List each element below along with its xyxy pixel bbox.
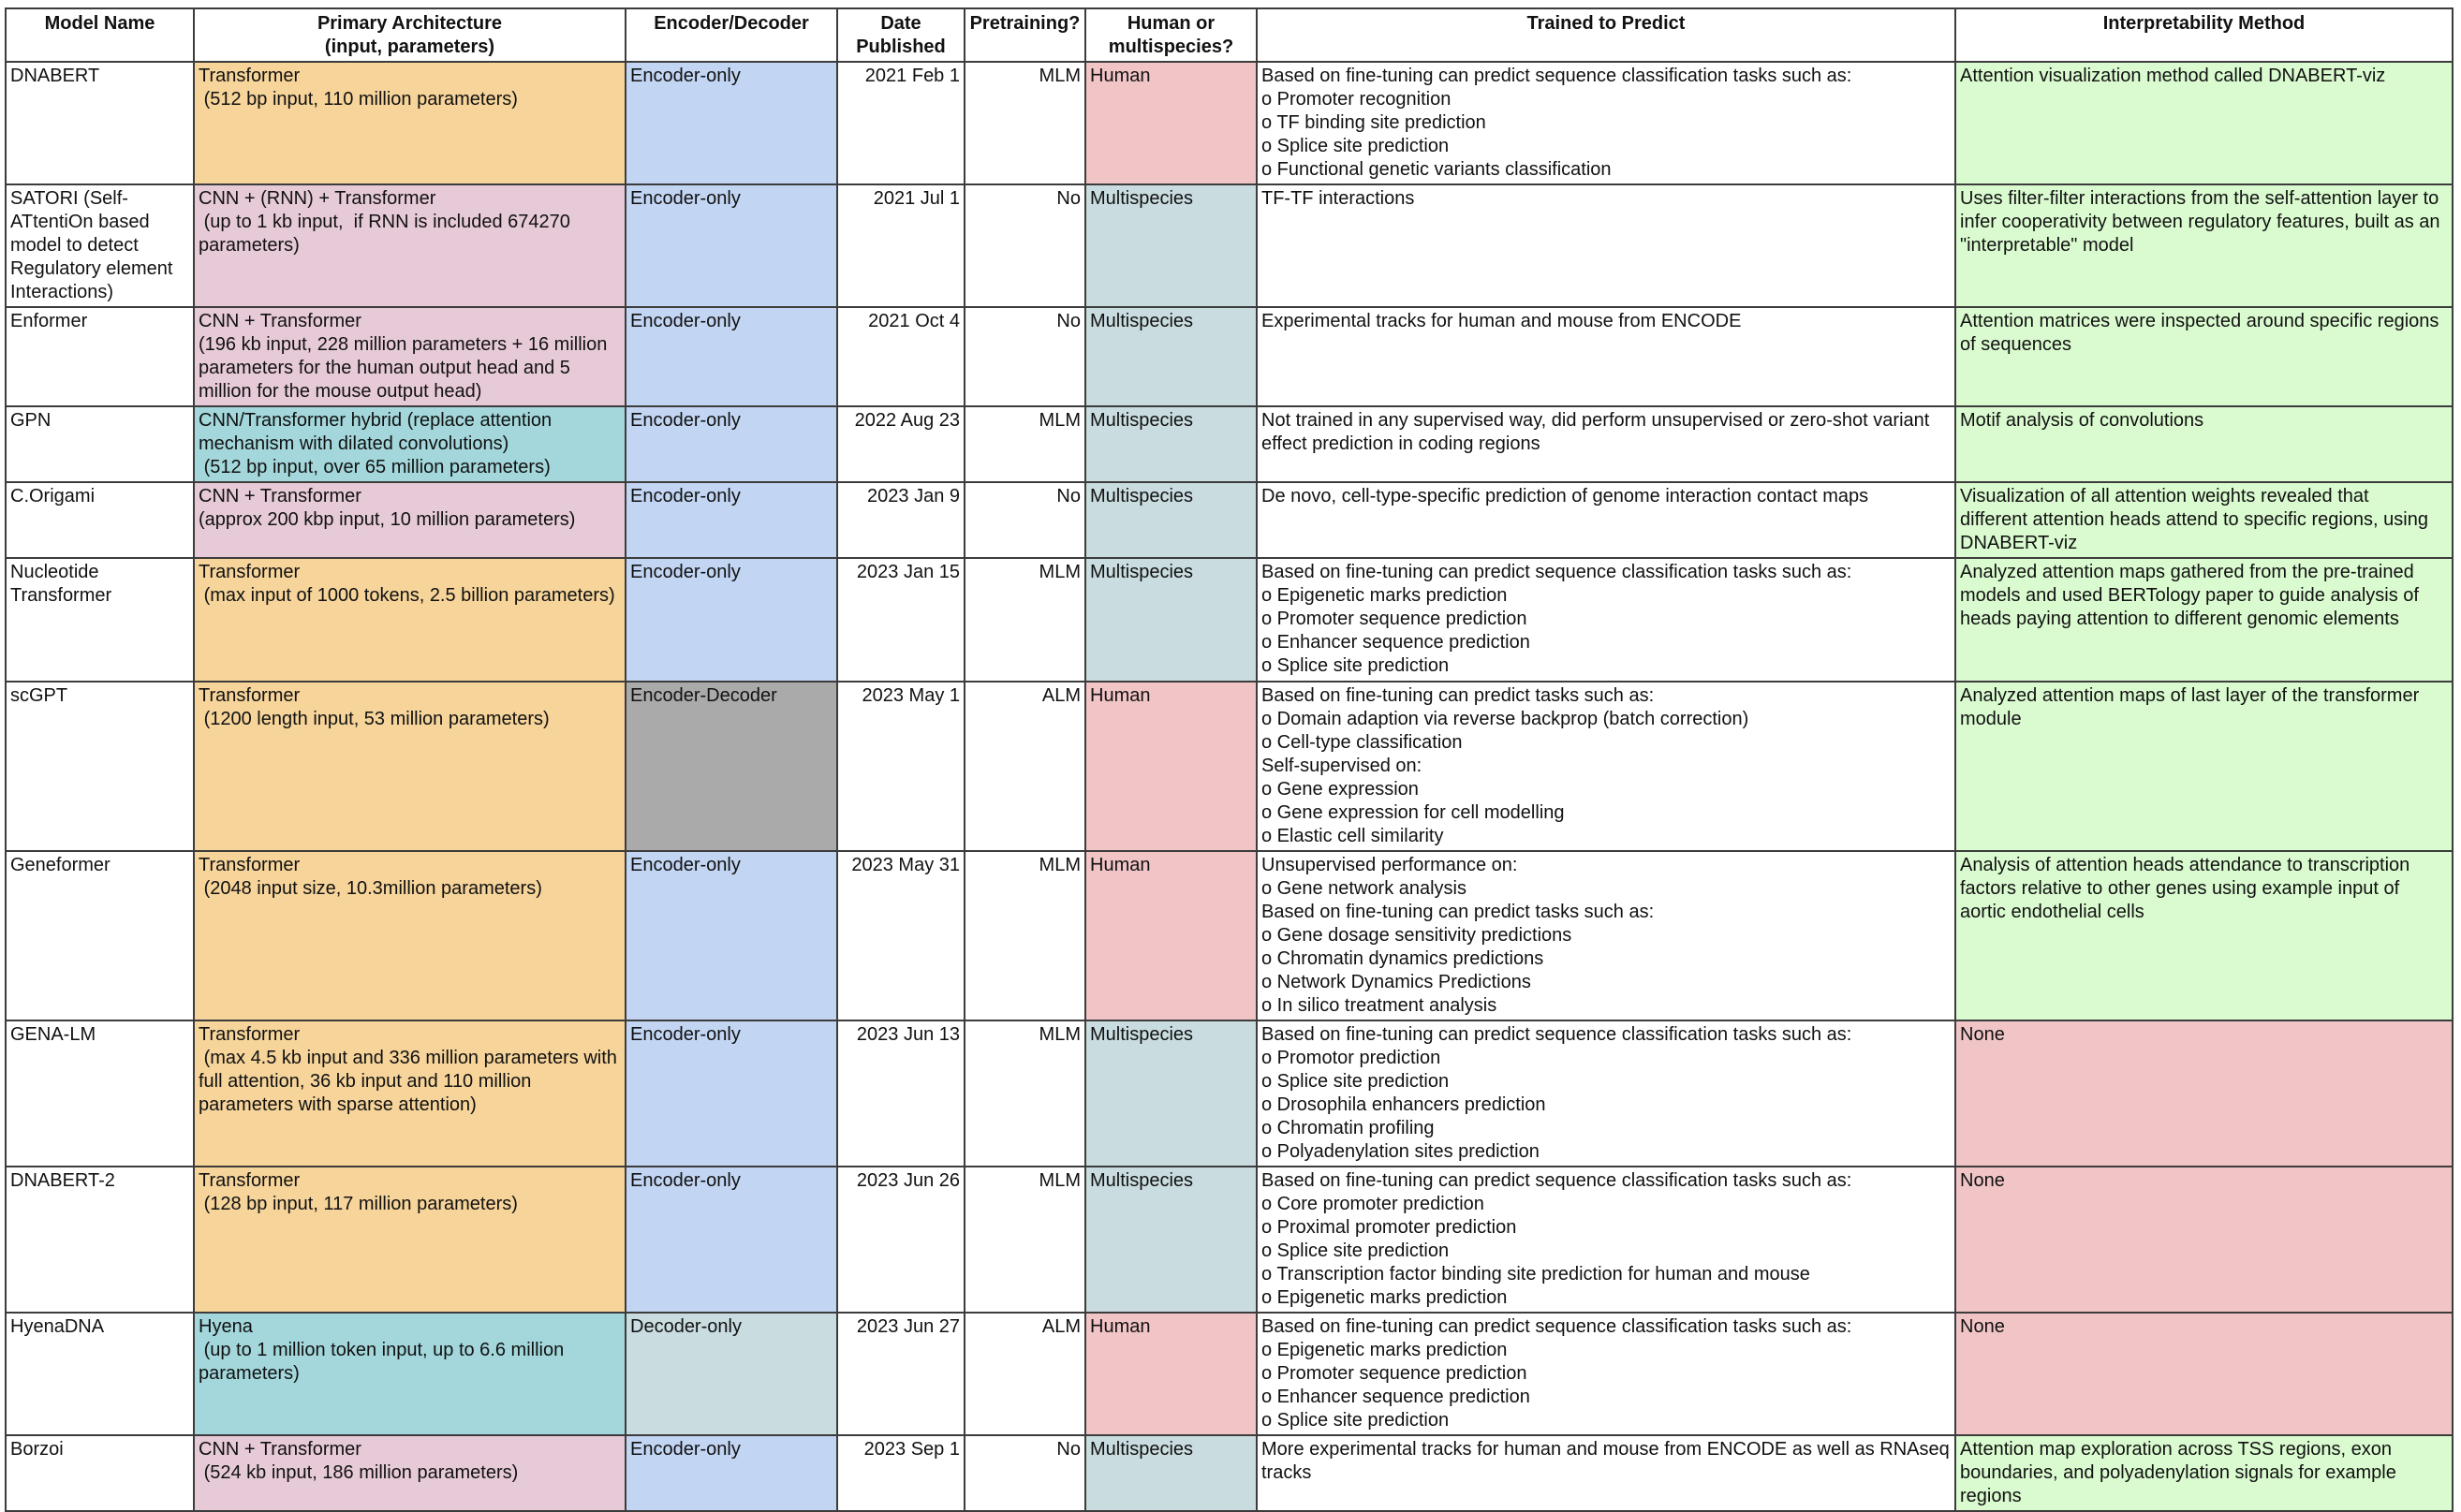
cell-trained-to-predict-line: o Splice site prediction — [1261, 1240, 1450, 1261]
cell-species[interactable] — [1085, 62, 1257, 184]
cell-interpretability-line: boundaries, and polyadenylation signals for example — [1960, 1462, 2396, 1483]
cell-date-published[interactable] — [837, 851, 965, 1020]
cell-trained-to-predict[interactable] — [1257, 851, 1955, 1020]
cell-trained-to-predict-line: o Chromatin dynamics predictions — [1261, 948, 1544, 969]
cell-trained-to-predict-line: o Enhancer sequence prediction — [1261, 1387, 1530, 1407]
cell-pretraining[interactable] — [965, 406, 1085, 482]
cell-architecture-line: parameters for the human output head and 5 — [199, 358, 570, 378]
cell-architecture[interactable] — [194, 1313, 626, 1435]
cell-date-published[interactable] — [837, 1020, 965, 1167]
cell-trained-to-predict-line: o Promoter sequence prediction — [1261, 609, 1527, 629]
cell-interpretability-line: None — [1960, 1316, 2005, 1337]
cell-trained-to-predict[interactable] — [1257, 1020, 1955, 1167]
cell-model-name[interactable] — [6, 851, 194, 1020]
cell-architecture[interactable] — [194, 1020, 626, 1167]
cell-pretraining[interactable] — [965, 1020, 1085, 1167]
cell-species-value: Multispecies — [1090, 311, 1194, 331]
cell-pretraining[interactable] — [965, 1313, 1085, 1435]
cell-interpretability-line: factors relative to other genes using example input of — [1960, 878, 2400, 899]
cell-architecture-line: CNN + Transformer — [199, 1439, 361, 1460]
cell-interpretability-line: models and used BERTology paper to guide analysis of — [1960, 585, 2419, 606]
cell-trained-to-predict-line: o Core promoter prediction — [1261, 1194, 1484, 1214]
cell-species-value: Multispecies — [1090, 188, 1194, 209]
cell-interpretability-line: regions — [1960, 1486, 2022, 1506]
cell-trained-to-predict-line: o Enhancer sequence prediction — [1261, 632, 1530, 653]
cell-model-name-line: scGPT — [10, 685, 68, 706]
table-row — [6, 1313, 2453, 1435]
cell-pretraining-value: MLM — [1039, 855, 1081, 875]
cell-species-value: Multispecies — [1090, 1024, 1194, 1045]
cell-architecture[interactable] — [194, 62, 626, 184]
cell-trained-to-predict-line: effect prediction in coding regions — [1261, 433, 1540, 454]
cell-architecture-line: million for the mouse output head) — [199, 381, 482, 402]
cell-architecture-line: (512 bp input, 110 million parameters) — [199, 89, 518, 110]
cell-date-published[interactable] — [837, 482, 965, 558]
cell-pretraining-value: No — [1056, 486, 1081, 506]
cell-trained-to-predict[interactable] — [1257, 62, 1955, 184]
cell-trained-to-predict-line: o Chromatin profiling — [1261, 1118, 1435, 1138]
cell-species-value: Human — [1090, 855, 1151, 875]
header-species: Human or multispecies? — [1085, 8, 1257, 62]
cell-interpretability-line: "interpretable" model — [1960, 235, 2134, 256]
cell-model-name[interactable] — [6, 682, 194, 851]
cell-architecture-line: Transformer — [199, 685, 301, 706]
cell-interpretability-line: Analyzed attention maps gathered from the pre-trained — [1960, 562, 2414, 582]
cell-trained-to-predict-line: o Splice site prediction — [1261, 655, 1450, 676]
cell-species-value: Human — [1090, 685, 1151, 706]
cell-trained-to-predict[interactable] — [1257, 307, 1955, 406]
cell-architecture-line: CNN + Transformer — [199, 486, 361, 506]
cell-interpretability[interactable] — [1955, 184, 2453, 307]
cell-encoder-decoder[interactable] — [626, 851, 837, 1020]
cell-trained-to-predict-line: Experimental tracks for human and mouse from ENCODE — [1261, 311, 1742, 331]
cell-architecture-line: (up to 1 kb input, if RNN is included 674270 — [199, 212, 570, 232]
cell-model-name[interactable] — [6, 184, 194, 307]
cell-trained-to-predict-line: Not trained in any supervised way, did perform unsupervised or zero-shot variant — [1261, 410, 1930, 431]
cell-model-name-line: Nucleotide — [10, 562, 99, 582]
cell-date-published[interactable] — [837, 1435, 965, 1511]
cell-trained-to-predict-line: Based on fine-tuning can predict tasks such as: — [1261, 902, 1655, 922]
cell-date-published[interactable] — [837, 307, 965, 406]
cell-interpretability[interactable] — [1955, 1020, 2453, 1167]
cell-interpretability-line: Uses filter-filter interactions from the self-attention layer to — [1960, 188, 2439, 209]
cell-encoder-decoder[interactable] — [626, 1313, 837, 1435]
cell-date-published-value: 2023 Jan 9 — [867, 486, 960, 506]
cell-trained-to-predict-line: o Promoter sequence prediction — [1261, 1363, 1527, 1384]
cell-model-name[interactable] — [6, 406, 194, 482]
cell-interpretability-line: Motif analysis of convolutions — [1960, 410, 2204, 431]
cell-model-name-line: Borzoi — [10, 1439, 64, 1460]
header-date-published: Date Published — [837, 8, 965, 62]
cell-trained-to-predict-line: o Gene expression for cell modelling — [1261, 802, 1565, 823]
cell-date-published-value: 2021 Oct 4 — [868, 311, 960, 331]
cell-date-published[interactable] — [837, 406, 965, 482]
cell-interpretability-line: aortic endothelial cells — [1960, 902, 2144, 922]
cell-trained-to-predict-line: o Splice site prediction — [1261, 1071, 1450, 1092]
cell-species-value: Multispecies — [1090, 486, 1194, 506]
cell-encoder-decoder[interactable] — [626, 307, 837, 406]
cell-species-value: Multispecies — [1090, 562, 1194, 582]
cell-architecture-line: (max 4.5 kb input and 336 million parameters with — [199, 1048, 617, 1068]
cell-pretraining-value: MLM — [1039, 66, 1081, 86]
cell-trained-to-predict-line: Based on fine-tuning can predict sequence classification tasks such as: — [1261, 562, 1852, 582]
cell-interpretability-line: heads paying attention to different genomic elements — [1960, 609, 2399, 629]
cell-encoder-decoder-value: Decoder-only — [630, 1316, 742, 1337]
cell-architecture[interactable] — [194, 406, 626, 482]
cell-architecture-line: CNN + (RNN) + Transformer — [199, 188, 436, 209]
cell-date-published-value: 2023 Sep 1 — [863, 1439, 960, 1460]
cell-trained-to-predict-line: Based on fine-tuning can predict tasks such as: — [1261, 685, 1655, 706]
table-body — [6, 62, 2453, 1511]
cell-trained-to-predict-line: tracks — [1261, 1462, 1312, 1483]
cell-encoder-decoder[interactable] — [626, 682, 837, 851]
cell-encoder-decoder-value: Encoder-only — [630, 1439, 741, 1460]
cell-interpretability-line: Attention map exploration across TSS regions, exon — [1960, 1439, 2392, 1460]
cell-architecture-line: mechanism with dilated convolutions) — [199, 433, 509, 454]
cell-encoder-decoder-value: Encoder-Decoder — [630, 685, 777, 706]
cell-interpretability[interactable] — [1955, 1435, 2453, 1511]
cell-pretraining[interactable] — [965, 1435, 1085, 1511]
cell-trained-to-predict-line: Based on fine-tuning can predict sequence classification tasks such as: — [1261, 1170, 1852, 1191]
cell-trained-to-predict-line: Self-supervised on: — [1261, 756, 1422, 776]
cell-architecture-line: (196 kb input, 228 million parameters + 16 million — [199, 334, 608, 355]
cell-interpretability[interactable] — [1955, 406, 2453, 482]
cell-trained-to-predict-line: o Epigenetic marks prediction — [1261, 585, 1508, 606]
cell-encoder-decoder-value: Encoder-only — [630, 562, 741, 582]
cell-architecture-line: parameters with sparse attention) — [199, 1094, 477, 1115]
table-row — [6, 307, 2453, 406]
cell-encoder-decoder-value: Encoder-only — [630, 410, 741, 431]
cell-encoder-decoder[interactable] — [626, 1020, 837, 1167]
cell-pretraining-value: No — [1056, 188, 1081, 209]
cell-encoder-decoder-value: Encoder-only — [630, 188, 741, 209]
cell-pretraining[interactable] — [965, 482, 1085, 558]
cell-date-published[interactable] — [837, 62, 965, 184]
cell-trained-to-predict-line: o Polyadenylation sites prediction — [1261, 1141, 1540, 1162]
cell-architecture-line: Transformer — [199, 855, 301, 875]
cell-trained-to-predict-line: De novo, cell-type-specific prediction of genome interaction contact maps — [1261, 486, 1869, 506]
cell-trained-to-predict-line: o Transcription factor binding site prediction for human and mouse — [1261, 1264, 1810, 1284]
cell-model-name[interactable] — [6, 1020, 194, 1167]
cell-interpretability-line: module — [1960, 709, 2022, 729]
cell-trained-to-predict-line: o Promotor prediction — [1261, 1048, 1441, 1068]
cell-interpretability[interactable] — [1955, 482, 2453, 558]
cell-trained-to-predict-line: o In silico treatment analysis — [1261, 995, 1497, 1016]
cell-architecture-line: CNN/Transformer hybrid (replace attention — [199, 410, 553, 431]
cell-architecture-line: full attention, 36 kb input and 110 million — [199, 1071, 532, 1092]
cell-interpretability[interactable] — [1955, 558, 2453, 682]
table-row — [6, 406, 2453, 482]
cell-species[interactable] — [1085, 851, 1257, 1020]
cell-encoder-decoder[interactable] — [626, 1167, 837, 1313]
cell-model-name-line: DNABERT — [10, 66, 100, 86]
cell-encoder-decoder[interactable] — [626, 482, 837, 558]
cell-species-value: Multispecies — [1090, 1439, 1194, 1460]
cell-interpretability-line: None — [1960, 1024, 2005, 1045]
cell-pretraining-value: No — [1056, 1439, 1081, 1460]
cell-encoder-decoder[interactable] — [626, 1435, 837, 1511]
cell-date-published-value: 2023 Jan 15 — [856, 562, 960, 582]
cell-trained-to-predict-line: More experimental tracks for human and mouse from ENCODE as well as RNAseq — [1261, 1439, 1950, 1460]
cell-trained-to-predict-line: o TF binding site prediction — [1261, 112, 1486, 133]
cell-date-published-value: 2023 Jun 26 — [856, 1170, 960, 1191]
cell-architecture-line: (max input of 1000 tokens, 2.5 billion parameters) — [199, 585, 615, 606]
header-pretraining: Pretraining? — [965, 8, 1085, 62]
cell-model-name[interactable] — [6, 1313, 194, 1435]
table-row — [6, 682, 2453, 851]
cell-date-published-value: 2021 Jul 1 — [873, 188, 960, 209]
cell-architecture-line: Transformer — [199, 66, 301, 86]
cell-model-name-line: GENA-LM — [10, 1024, 96, 1045]
cell-date-published-value: 2023 May 31 — [851, 855, 960, 875]
cell-interpretability-line: Analysis of attention heads attendance to transcription — [1960, 855, 2410, 875]
cell-species[interactable] — [1085, 1020, 1257, 1167]
cell-architecture-line: Transformer — [199, 1024, 301, 1045]
cell-encoder-decoder-value: Encoder-only — [630, 311, 741, 331]
cell-trained-to-predict-line: o Gene dosage sensitivity predictions — [1261, 925, 1572, 946]
cell-interpretability-line: Attention matrices were inspected around specific regions — [1960, 311, 2439, 331]
cell-interpretability[interactable] — [1955, 1313, 2453, 1435]
cell-model-name-line: Enformer — [10, 311, 88, 331]
cell-pretraining[interactable] — [965, 1167, 1085, 1313]
cell-date-published-value: 2021 Feb 1 — [864, 66, 960, 86]
table-row — [6, 1020, 2453, 1167]
cell-trained-to-predict-line: o Epigenetic marks prediction — [1261, 1287, 1508, 1308]
cell-interpretability-line: DNABERT-viz — [1960, 533, 2078, 553]
cell-encoder-decoder-value: Encoder-only — [630, 66, 741, 86]
cell-interpretability-line: Analyzed attention maps of last layer of the transformer — [1960, 685, 2420, 706]
cell-trained-to-predict-line: o Splice site prediction — [1261, 1410, 1450, 1431]
cell-encoder-decoder[interactable] — [626, 558, 837, 682]
cell-interpretability-line: different attention heads attend to specific regions, using — [1960, 509, 2428, 530]
cell-date-published-value: 2023 Jun 13 — [856, 1024, 960, 1045]
cell-pretraining-value: MLM — [1039, 1024, 1081, 1045]
cell-trained-to-predict-line: o Cell-type classification — [1261, 732, 1463, 753]
cell-species[interactable] — [1085, 482, 1257, 558]
cell-trained-to-predict-line: o Elastic cell similarity — [1261, 826, 1444, 846]
cell-trained-to-predict-line: o Splice site prediction — [1261, 136, 1450, 156]
cell-architecture-line: (approx 200 kbp input, 10 million parameters) — [199, 509, 576, 530]
cell-species[interactable] — [1085, 307, 1257, 406]
cell-interpretability[interactable] — [1955, 1167, 2453, 1313]
cell-architecture[interactable] — [194, 184, 626, 307]
cell-date-published[interactable] — [837, 682, 965, 851]
cell-trained-to-predict-line: o Functional genetic variants classification — [1261, 159, 1612, 180]
cell-trained-to-predict-line: Based on fine-tuning can predict sequence classification tasks such as: — [1261, 66, 1852, 86]
cell-architecture-line: Transformer — [199, 1170, 301, 1191]
model-comparison-table — [5, 7, 2454, 1512]
cell-architecture[interactable] — [194, 1435, 626, 1511]
cell-species[interactable] — [1085, 406, 1257, 482]
cell-encoder-decoder-value: Encoder-only — [630, 1024, 741, 1045]
cell-encoder-decoder-value: Encoder-only — [630, 1170, 741, 1191]
cell-trained-to-predict-line: o Gene network analysis — [1261, 878, 1467, 899]
cell-model-name-line: C.Origami — [10, 486, 96, 506]
cell-trained-to-predict-line: Based on fine-tuning can predict sequence classification tasks such as: — [1261, 1316, 1852, 1337]
cell-species[interactable] — [1085, 1435, 1257, 1511]
cell-architecture-line: (up to 1 million token input, up to 6.6 million — [199, 1340, 565, 1360]
cell-interpretability[interactable] — [1955, 307, 2453, 406]
cell-interpretability-line: Visualization of all attention weights revealed that — [1960, 486, 2369, 506]
cell-model-name[interactable] — [6, 1435, 194, 1511]
cell-trained-to-predict-line: o Gene expression — [1261, 779, 1419, 800]
table-row — [6, 558, 2453, 682]
cell-pretraining-value: ALM — [1041, 685, 1081, 706]
cell-pretraining[interactable] — [965, 62, 1085, 184]
cell-model-name[interactable] — [6, 482, 194, 558]
header-model-name: Model Name — [6, 8, 194, 62]
cell-architecture[interactable] — [194, 482, 626, 558]
cell-architecture-line: parameters) — [199, 235, 300, 256]
cell-date-published-value: 2022 Aug 23 — [854, 410, 960, 431]
cell-model-name-line: ATtentiOn based — [10, 212, 150, 232]
cell-trained-to-predict-line: o Network Dynamics Predictions — [1261, 972, 1531, 992]
cell-date-published[interactable] — [837, 1167, 965, 1313]
table-row — [6, 482, 2453, 558]
header-row — [6, 8, 2453, 62]
cell-date-published[interactable] — [837, 558, 965, 682]
cell-pretraining-value: MLM — [1039, 562, 1081, 582]
cell-model-name[interactable] — [6, 307, 194, 406]
cell-date-published-value: 2023 May 1 — [862, 685, 960, 706]
cell-pretraining-value: MLM — [1039, 410, 1081, 431]
cell-pretraining-value: MLM — [1039, 1170, 1081, 1191]
cell-pretraining[interactable] — [965, 184, 1085, 307]
table-row — [6, 62, 2453, 184]
cell-model-name-line: Interactions) — [10, 282, 114, 302]
cell-architecture-line: CNN + Transformer — [199, 311, 361, 331]
cell-model-name-line: GPN — [10, 410, 52, 431]
cell-architecture-line: parameters) — [199, 1363, 300, 1384]
cell-interpretability[interactable] — [1955, 682, 2453, 851]
cell-trained-to-predict[interactable] — [1257, 184, 1955, 307]
cell-trained-to-predict-line: o Domain adaption via reverse backprop (batch correction) — [1261, 709, 1749, 729]
header-trained-to-predict: Trained to Predict — [1257, 8, 1955, 62]
cell-pretraining[interactable] — [965, 851, 1085, 1020]
cell-trained-to-predict-line: o Promoter recognition — [1261, 89, 1452, 110]
cell-interpretability-line: infer cooperativity between regulatory features, built as an — [1960, 212, 2440, 232]
cell-encoder-decoder[interactable] — [626, 62, 837, 184]
cell-architecture-line: (2048 input size, 10.3million parameters) — [199, 878, 542, 899]
cell-architecture-line: (128 bp input, 117 million parameters) — [199, 1194, 518, 1214]
cell-trained-to-predict[interactable] — [1257, 1167, 1955, 1313]
cell-pretraining-value: No — [1056, 311, 1081, 331]
header-architecture: Primary Architecture (input, parameters) — [194, 8, 626, 62]
header-encoder-decoder: Encoder/Decoder — [626, 8, 837, 62]
cell-species-value: Human — [1090, 66, 1151, 86]
cell-trained-to-predict[interactable] — [1257, 1435, 1955, 1511]
cell-architecture[interactable] — [194, 851, 626, 1020]
cell-pretraining[interactable] — [965, 558, 1085, 682]
cell-model-name-line: model to detect — [10, 235, 139, 256]
cell-trained-to-predict[interactable] — [1257, 558, 1955, 682]
cell-model-name-line: HyenaDNA — [10, 1316, 105, 1337]
cell-pretraining[interactable] — [965, 307, 1085, 406]
cell-trained-to-predict-line: Unsupervised performance on: — [1261, 855, 1518, 875]
cell-interpretability-line: Attention visualization method called DNABERT-viz — [1960, 66, 2386, 86]
cell-model-name-line: Geneformer — [10, 855, 111, 875]
cell-date-published[interactable] — [837, 1313, 965, 1435]
cell-pretraining[interactable] — [965, 682, 1085, 851]
table-row — [6, 1435, 2453, 1511]
cell-trained-to-predict[interactable] — [1257, 1313, 1955, 1435]
cell-species[interactable] — [1085, 184, 1257, 307]
table-row — [6, 1167, 2453, 1313]
cell-architecture-line: (524 kb input, 186 million parameters) — [199, 1462, 519, 1483]
cell-model-name-line: Regulatory element — [10, 258, 173, 279]
cell-species-value: Multispecies — [1090, 410, 1194, 431]
cell-model-name[interactable] — [6, 558, 194, 682]
cell-trained-to-predict[interactable] — [1257, 482, 1955, 558]
cell-model-name-line: Transformer — [10, 585, 112, 606]
cell-interpretability-line: of sequences — [1960, 334, 2071, 355]
cell-interpretability[interactable] — [1955, 851, 2453, 1020]
cell-architecture[interactable] — [194, 307, 626, 406]
cell-encoder-decoder-value: Encoder-only — [630, 486, 741, 506]
cell-architecture-line: Transformer — [199, 562, 301, 582]
cell-trained-to-predict-line: o Drosophila enhancers prediction — [1261, 1094, 1546, 1115]
cell-interpretability[interactable] — [1955, 62, 2453, 184]
cell-model-name[interactable] — [6, 62, 194, 184]
cell-interpretability-line: None — [1960, 1170, 2005, 1191]
cell-model-name-line: DNABERT-2 — [10, 1170, 115, 1191]
cell-architecture-line: (512 bp input, over 65 million parameters) — [199, 457, 551, 477]
cell-encoder-decoder-value: Encoder-only — [630, 855, 741, 875]
table-row — [6, 184, 2453, 307]
cell-model-name[interactable] — [6, 1167, 194, 1313]
cell-pretraining-value: ALM — [1041, 1316, 1081, 1337]
cell-trained-to-predict-line: o Epigenetic marks prediction — [1261, 1340, 1508, 1360]
cell-species[interactable] — [1085, 1313, 1257, 1435]
header-interpretability: Interpretability Method — [1955, 8, 2453, 62]
cell-architecture[interactable] — [194, 682, 626, 851]
cell-trained-to-predict-line: TF-TF interactions — [1261, 188, 1415, 209]
cell-trained-to-predict[interactable] — [1257, 682, 1955, 851]
cell-architecture-line: Hyena — [199, 1316, 253, 1337]
cell-species-value: Multispecies — [1090, 1170, 1194, 1191]
cell-date-published-value: 2023 Jun 27 — [856, 1316, 960, 1337]
cell-encoder-decoder[interactable] — [626, 406, 837, 482]
cell-species[interactable] — [1085, 682, 1257, 851]
cell-date-published[interactable] — [837, 184, 965, 307]
cell-architecture[interactable] — [194, 1167, 626, 1313]
cell-species-value: Human — [1090, 1316, 1151, 1337]
cell-species[interactable] — [1085, 1167, 1257, 1313]
cell-trained-to-predict-line: Based on fine-tuning can predict sequence classification tasks such as: — [1261, 1024, 1852, 1045]
cell-encoder-decoder[interactable] — [626, 184, 837, 307]
cell-architecture-line: (1200 length input, 53 million parameters) — [199, 709, 550, 729]
table-row — [6, 851, 2453, 1020]
cell-architecture[interactable] — [194, 558, 626, 682]
cell-trained-to-predict[interactable] — [1257, 406, 1955, 482]
cell-model-name-line: SATORI (Self- — [10, 188, 128, 209]
cell-trained-to-predict-line: o Proximal promoter prediction — [1261, 1217, 1517, 1238]
cell-species[interactable] — [1085, 558, 1257, 682]
